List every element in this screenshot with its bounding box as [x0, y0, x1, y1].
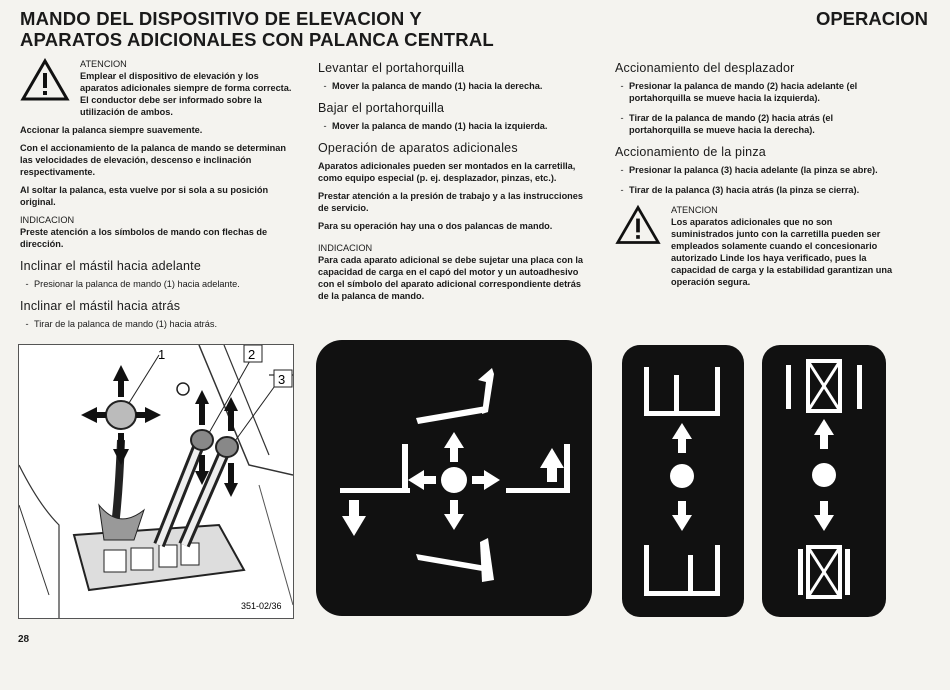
heading-aux: Operación de aparatos adicionales: [318, 141, 518, 155]
heading-lower: Bajar el portahorquilla: [318, 101, 445, 115]
warning-block: [615, 204, 895, 288]
warning-text: Los aparatos adicionales que no son suministrados junto con la carretilla pueden ser empleados solamente cuando el concesionario autorizado Linde los haya verificado, pues la capacidad de carga y la estabilidad garantizan una operación segura.: [671, 217, 893, 287]
callout-2: 2: [248, 347, 256, 362]
paragraph: Prestar atención a la presión de trabajo y a las instrucciones de servicio.: [318, 191, 584, 213]
list-item: - Presionar la palanca (3) hacia adelante (la pinza se abre).: [620, 165, 878, 175]
paragraph: Aparatos adicionales pueden ser montados en la carretilla, como equipo especial (p. ej. desplazador, pinzas, etc.).: [318, 161, 576, 183]
paragraph: Accionar la palanca siempre suavemente.: [20, 125, 203, 135]
paragraph: Al soltar la palanca, esta vuelve por si sola a su posición original.: [20, 185, 269, 207]
heading-clamp: Accionamiento de la pinza: [615, 145, 766, 159]
list-item: - Presionar la palanca de mando (1) hacia adelante.: [25, 279, 240, 289]
list-item: - Presionar la palanca de mando (2) hacia adelante (el portahorquilla se mueve hacia la izquierda).: [620, 81, 858, 103]
paragraph: Con el accionamiento de la palanca de mando se determinan las velocidades de elevación, descenso e inclinación respectivamente.: [20, 143, 287, 177]
list-item: - Mover la palanca de mando (1) hacia la izquierda.: [323, 121, 548, 131]
warning-triangle-icon: [20, 58, 70, 102]
note-text: Para cada aparato adicional se debe sujetar una placa con la capacidad de carga en el capó del motor y un autoadhesivo con el símbolo del aparato adicional correspondiente detrás de la palanca de mando.: [318, 255, 584, 301]
heading-tilt-back: Inclinar el mástil hacia atrás: [20, 299, 181, 313]
note-text: Preste atención a los símbolos de mando con flechas de dirección.: [20, 227, 268, 249]
note-label: INDICACION: [20, 215, 75, 225]
title-line-1: MANDO DEL DISPOSITIVO DE ELEVACION Y: [20, 8, 422, 29]
column-2: [318, 62, 594, 308]
paragraph: Para su operación hay una o dos palancas de mando.: [318, 221, 553, 231]
list-item: - Mover la palanca de mando (1) hacia la derecha.: [323, 81, 543, 91]
warning-text: Emplear el dispositivo de elevación y los aparatos adicionales siempre de forma correcta. El conductor debe ser informado sobre la utilización de ambos.: [80, 71, 292, 117]
lift-tilt-pictogram: [316, 340, 592, 616]
note-label: INDICACION: [318, 243, 373, 253]
page-title: [20, 8, 494, 50]
page-number: 28: [18, 634, 30, 645]
list-item: - Tirar de la palanca (3) hacia atrás (la pinza se cierra).: [620, 185, 860, 195]
title-line-2: APARATOS ADICIONALES CON PALANCA CENTRAL: [20, 29, 494, 50]
column-3: [615, 62, 895, 294]
clamp-pictogram: [762, 345, 886, 617]
warning-triangle-icon: [615, 204, 661, 246]
callout-3: 3: [278, 372, 286, 387]
sideshift-pictogram: [622, 345, 744, 617]
figure-reference: 351-02/36: [241, 601, 282, 611]
lever-illustration: [18, 344, 294, 619]
heading-sideshift: Accionamiento del desplazador: [615, 61, 795, 75]
list-item: - Tirar de la palanca de mando (2) hacia atrás (el portahorquilla se mueve hacia la derecha).: [620, 113, 834, 135]
warning-block: [20, 58, 296, 118]
column-1: [20, 58, 296, 338]
callout-1: 1: [158, 347, 166, 362]
heading-tilt-forward: Inclinar el mástil hacia adelante: [20, 259, 202, 273]
warning-label: ATENCION: [671, 205, 718, 215]
warning-label: ATENCION: [80, 59, 127, 69]
heading-lift: Levantar el portahorquilla: [318, 61, 465, 75]
list-item: - Tirar de la palanca de mando (1) hacia atrás.: [25, 319, 217, 329]
section-header: OPERACION: [815, 8, 928, 29]
